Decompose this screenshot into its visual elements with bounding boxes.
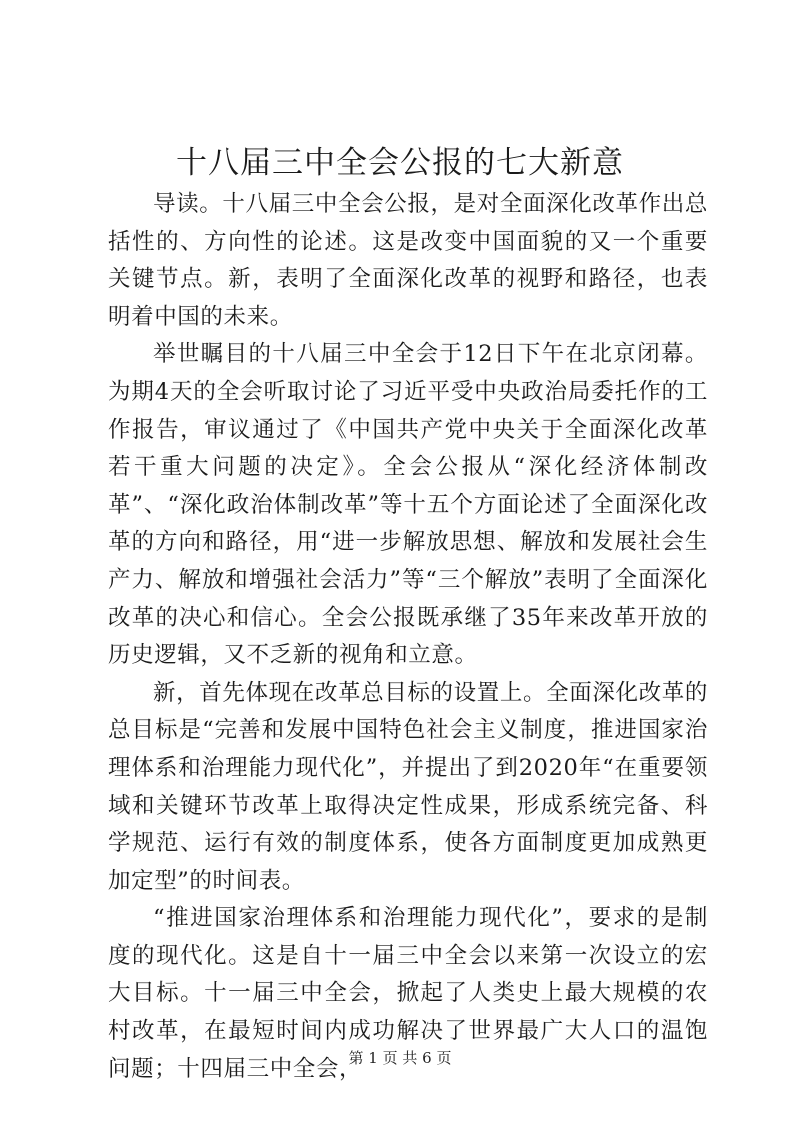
paragraph-modernization: “推进国家治理体系和治理能力现代化”，要求的是制度的现代化。这是自十一届三中全会以来第一次设立的宏大目标。十一届三中全会，掀起了人类史上最大规模的农村改革，在最短时间内成功解决了世界最广大人口的温饱问题；十四届三中全会， — [108, 905, 708, 1082]
paragraph-intro: 导读。十八届三中全会公报，是对全面深化改革作出总括性的、方向性的论述。这是改变中国面貌的又一个重要关键节点。新，表明了全面深化改革的视野和路径，也表明着中国的未来。 — [108, 191, 708, 330]
document-body — [108, 186, 708, 1088]
document-title: 十八届三中全会公报的七大新意 — [176, 145, 624, 181]
paragraph-plenum-closing: 举世瞩目的十八届三中全会于12日下午在北京闭幕。为期4天的全会听取讨论了习近平受中央政治局委托作的工作报告，审议通过了《中国共产党中央关于全面深化改革若干重大问题的决定》。全会公报从“深化经济体制改革”、“深化政治体制改革”等十五个方面论述了全面深化改革的方向和路径，用“进一步解放思想、解放和发展社会生产力、解放和增强社会活力”等“三个解放”表明了全面深化改革的决心和信心。全会公报既承继了35年来改革开放的历史逻辑，又不乏新的视角和立意。 — [108, 341, 708, 669]
page-footer: 第 1 页 共 6 页 — [348, 1049, 452, 1067]
paragraph-reform-goal: 新，首先体现在改革总目标的设置上。全面深化改革的总目标是“完善和发展中国特色社会主义制度，推进国家治理体系和治理能力现代化”，并提出了到2020年“在重要领域和关键环节改革上取得决定性成果，形成系统完备、科学规范、运行有效的制度体系，使各方面制度更加成熟更加定型”的时间表。 — [108, 679, 708, 894]
